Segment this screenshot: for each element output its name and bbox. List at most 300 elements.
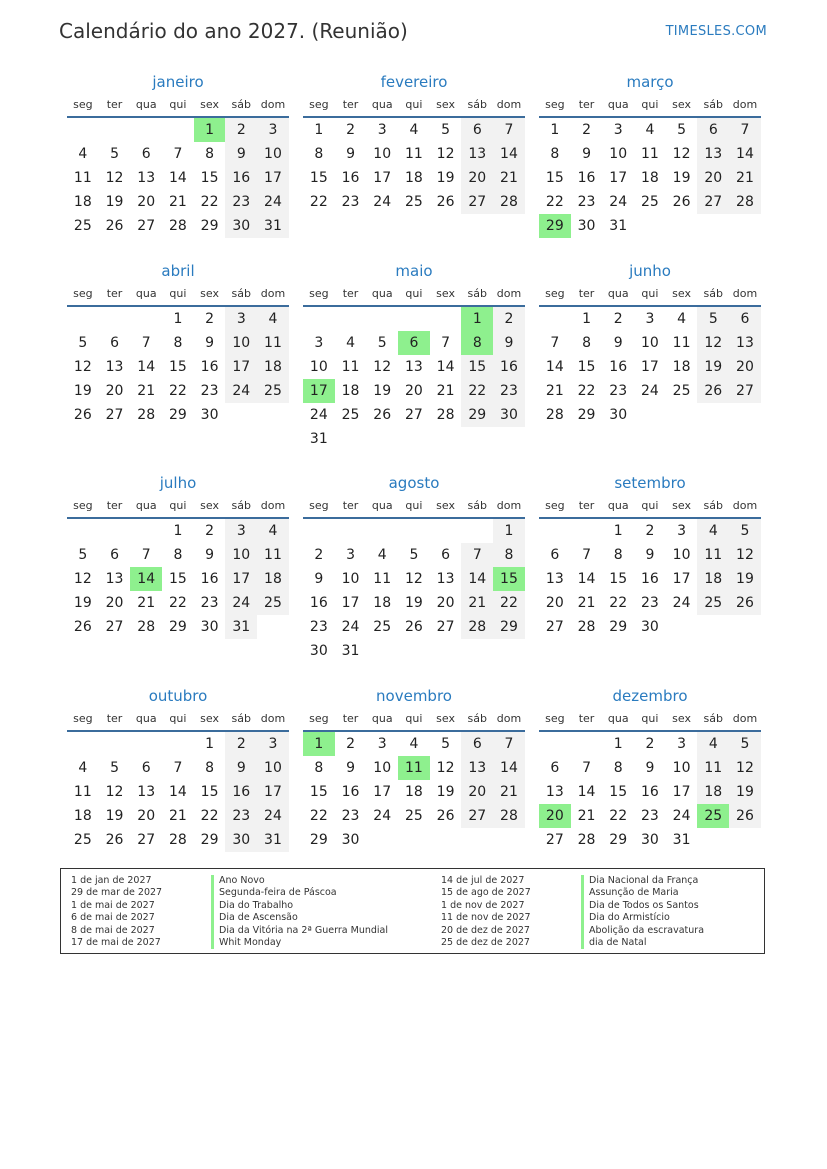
day-cell: 12 bbox=[105, 170, 124, 186]
day-cell: 18 bbox=[672, 359, 691, 375]
day-cell: 3 bbox=[314, 335, 324, 351]
empty-cell bbox=[335, 427, 367, 451]
day-cell: 3 bbox=[377, 122, 387, 138]
day-cell: 29 bbox=[168, 407, 187, 423]
day-cell: 10 bbox=[257, 756, 289, 780]
day-cell: 30 bbox=[609, 407, 628, 423]
day-cell: 8 bbox=[613, 760, 623, 776]
day-cell: 7 bbox=[141, 335, 151, 351]
day-cell: 30 bbox=[577, 218, 596, 234]
day-cell: 21 bbox=[461, 591, 493, 615]
day-cell: 20 bbox=[729, 355, 761, 379]
day-cell: 17 bbox=[672, 784, 691, 800]
day-grid bbox=[67, 519, 289, 639]
day-cell: 2 bbox=[645, 736, 655, 752]
weekday-header bbox=[67, 281, 289, 307]
day-cell: 1 bbox=[582, 311, 591, 327]
day-cell: 22 bbox=[493, 591, 525, 615]
day-cell: 16 bbox=[609, 359, 628, 375]
day-cell: 20 bbox=[137, 808, 156, 824]
day-cell: 7 bbox=[141, 547, 151, 563]
day-cell: 10 bbox=[225, 331, 257, 355]
day-cell: 3 bbox=[677, 523, 687, 539]
day-cell: 27 bbox=[461, 804, 493, 828]
day-cell: 9 bbox=[205, 335, 215, 351]
day-cell: 17 bbox=[672, 571, 691, 587]
weekday-label: qua bbox=[607, 498, 629, 512]
weekday-label: seg bbox=[73, 711, 93, 725]
day-cell: 11 bbox=[697, 756, 729, 780]
day-cell: 17 bbox=[225, 355, 257, 379]
holiday-dates-right bbox=[441, 875, 531, 949]
day-cell: 27 bbox=[545, 832, 564, 848]
holiday-day-cell: 29 bbox=[539, 214, 571, 238]
empty-cell bbox=[366, 307, 398, 331]
day-cell: 3 bbox=[613, 122, 623, 138]
weekday-label: qua bbox=[135, 711, 157, 725]
holiday-name: Dia do Trabalho bbox=[219, 899, 294, 911]
day-grid bbox=[303, 307, 525, 451]
holiday-name: Dia do Armistício bbox=[589, 912, 670, 924]
day-cell: 29 bbox=[461, 403, 493, 427]
weekday-label: sáb bbox=[703, 97, 724, 111]
month-janeiro bbox=[67, 72, 289, 238]
holiday-name: dia de Natal bbox=[589, 937, 647, 949]
weekday-label: sex bbox=[672, 711, 691, 725]
empty-cell bbox=[366, 828, 398, 852]
day-cell: 24 bbox=[225, 379, 257, 403]
day-cell: 2 bbox=[613, 311, 623, 327]
day-cell: 17 bbox=[373, 784, 392, 800]
weekday-label: ter bbox=[106, 97, 123, 111]
holiday-day-cell: 1 bbox=[461, 307, 493, 331]
holiday-day-cell: 6 bbox=[398, 331, 430, 355]
month-julho bbox=[67, 473, 289, 639]
day-grid bbox=[303, 519, 525, 663]
holiday-day-cell: 15 bbox=[493, 567, 525, 591]
day-cell: 17 bbox=[257, 166, 289, 190]
day-cell: 8 bbox=[173, 335, 183, 351]
empty-cell bbox=[539, 519, 571, 543]
day-cell: 4 bbox=[257, 519, 289, 543]
empty-cell bbox=[366, 639, 398, 663]
day-cell: 1 bbox=[173, 311, 183, 327]
day-cell: 13 bbox=[729, 331, 761, 355]
day-cell: 25 bbox=[672, 383, 691, 399]
day-cell: 24 bbox=[672, 595, 691, 611]
day-cell: 7 bbox=[173, 760, 183, 776]
day-cell: 19 bbox=[73, 595, 92, 611]
day-cell: 26 bbox=[729, 804, 761, 828]
day-cell: 9 bbox=[613, 335, 623, 351]
day-cell: 5 bbox=[78, 547, 88, 563]
day-cell: 26 bbox=[697, 379, 729, 403]
day-cell: 29 bbox=[200, 218, 219, 234]
day-cell: 13 bbox=[137, 170, 156, 186]
weekday-label: ter bbox=[578, 498, 595, 512]
day-cell: 10 bbox=[609, 146, 628, 162]
month-name: outubro bbox=[148, 687, 208, 705]
weekday-label: qua bbox=[371, 97, 393, 111]
day-cell: 28 bbox=[545, 407, 564, 423]
day-grid bbox=[67, 732, 289, 852]
weekday-label: seg bbox=[545, 498, 565, 512]
day-cell: 22 bbox=[168, 383, 187, 399]
day-cell: 28 bbox=[436, 407, 455, 423]
weekday-header bbox=[303, 493, 525, 519]
day-cell: 11 bbox=[73, 170, 92, 186]
day-cell: 23 bbox=[577, 194, 596, 210]
day-cell: 9 bbox=[493, 331, 525, 355]
holiday-day-cell: 14 bbox=[130, 567, 162, 591]
day-cell: 10 bbox=[257, 142, 289, 166]
month-novembro bbox=[303, 686, 525, 852]
day-cell: 13 bbox=[105, 359, 124, 375]
day-cell: 12 bbox=[373, 359, 392, 375]
empty-cell bbox=[130, 307, 162, 331]
day-cell: 9 bbox=[645, 547, 655, 563]
day-cell: 18 bbox=[341, 383, 360, 399]
day-cell: 1 bbox=[613, 523, 623, 539]
day-cell: 7 bbox=[550, 335, 560, 351]
weekday-label: qua bbox=[371, 711, 393, 725]
day-cell: 24 bbox=[309, 407, 328, 423]
day-cell: 19 bbox=[729, 567, 761, 591]
weekday-label: sex bbox=[200, 97, 219, 111]
month-dezembro bbox=[539, 686, 761, 852]
weekday-label: qui bbox=[641, 498, 659, 512]
day-cell: 21 bbox=[577, 595, 596, 611]
day-cell: 3 bbox=[677, 736, 687, 752]
empty-cell bbox=[430, 519, 462, 543]
day-cell: 12 bbox=[436, 146, 455, 162]
day-cell: 7 bbox=[461, 543, 493, 567]
day-cell: 15 bbox=[309, 170, 328, 186]
day-cell: 6 bbox=[461, 732, 493, 756]
day-cell: 25 bbox=[404, 808, 423, 824]
day-cell: 24 bbox=[257, 190, 289, 214]
day-cell: 28 bbox=[729, 190, 761, 214]
empty-cell bbox=[539, 307, 571, 331]
day-cell: 4 bbox=[78, 146, 88, 162]
weekday-label: dom bbox=[260, 711, 286, 725]
empty-cell bbox=[430, 639, 462, 663]
day-cell: 17 bbox=[257, 780, 289, 804]
day-cell: 20 bbox=[105, 595, 124, 611]
day-cell: 14 bbox=[577, 784, 596, 800]
day-cell: 5 bbox=[110, 146, 119, 162]
holiday-date: 15 de ago de 2027 bbox=[441, 887, 531, 899]
empty-cell bbox=[461, 519, 493, 543]
weekday-header bbox=[67, 493, 289, 519]
weekday-label: dom bbox=[732, 286, 758, 300]
day-cell: 30 bbox=[341, 832, 360, 848]
day-cell: 26 bbox=[729, 591, 761, 615]
weekday-label: sex bbox=[200, 498, 219, 512]
day-cell: 22 bbox=[200, 808, 219, 824]
day-cell: 11 bbox=[73, 784, 92, 800]
day-cell: 20 bbox=[545, 595, 564, 611]
day-cell: 10 bbox=[373, 146, 392, 162]
holiday-name: Assunção de Maria bbox=[589, 887, 679, 899]
day-cell: 2 bbox=[582, 122, 591, 138]
holiday-day-cell: 8 bbox=[461, 331, 493, 355]
day-cell: 5 bbox=[441, 736, 451, 752]
day-cell: 12 bbox=[404, 571, 423, 587]
day-cell: 19 bbox=[436, 784, 455, 800]
day-cell: 13 bbox=[137, 784, 156, 800]
weekday-label: sáb bbox=[231, 498, 252, 512]
month-name: novembro bbox=[376, 687, 452, 705]
day-cell: 9 bbox=[205, 547, 215, 563]
day-cell: 28 bbox=[577, 619, 596, 635]
empty-cell bbox=[398, 427, 430, 451]
day-grid bbox=[67, 307, 289, 427]
day-cell: 18 bbox=[697, 567, 729, 591]
day-cell: 16 bbox=[200, 359, 219, 375]
weekday-label: seg bbox=[309, 498, 329, 512]
weekday-label: qui bbox=[405, 711, 423, 725]
day-cell: 24 bbox=[225, 591, 257, 615]
day-cell: 15 bbox=[545, 170, 564, 186]
day-cell: 23 bbox=[640, 595, 659, 611]
day-grid bbox=[539, 732, 761, 852]
day-cell: 14 bbox=[545, 359, 564, 375]
weekday-label: sáb bbox=[467, 711, 488, 725]
day-cell: 9 bbox=[314, 571, 324, 587]
empty-cell bbox=[697, 828, 729, 852]
day-cell: 22 bbox=[309, 808, 328, 824]
holiday-day-cell: 20 bbox=[539, 804, 571, 828]
day-cell: 13 bbox=[105, 571, 124, 587]
day-cell: 27 bbox=[461, 190, 493, 214]
weekday-label: sex bbox=[436, 286, 455, 300]
day-cell: 31 bbox=[341, 643, 360, 659]
holiday-date: 25 de dez de 2027 bbox=[441, 937, 530, 949]
day-cell: 6 bbox=[550, 547, 560, 563]
holiday-name: Dia de Ascensão bbox=[219, 912, 298, 924]
day-cell: 20 bbox=[105, 383, 124, 399]
day-grid bbox=[539, 307, 761, 427]
month-março bbox=[539, 72, 761, 238]
day-cell: 30 bbox=[225, 828, 257, 852]
day-cell: 19 bbox=[697, 355, 729, 379]
day-cell: 15 bbox=[168, 359, 187, 375]
empty-cell bbox=[303, 307, 335, 331]
day-cell: 5 bbox=[78, 335, 88, 351]
day-cell: 13 bbox=[436, 571, 455, 587]
day-cell: 23 bbox=[225, 804, 257, 828]
empty-cell bbox=[130, 732, 162, 756]
day-cell: 8 bbox=[314, 760, 324, 776]
day-cell: 23 bbox=[225, 190, 257, 214]
day-cell: 11 bbox=[341, 359, 360, 375]
day-cell: 27 bbox=[697, 190, 729, 214]
day-cell: 21 bbox=[577, 808, 596, 824]
month-agosto bbox=[303, 473, 525, 663]
day-cell: 11 bbox=[640, 146, 659, 162]
day-cell: 24 bbox=[257, 804, 289, 828]
empty-cell bbox=[130, 118, 162, 142]
month-setembro bbox=[539, 473, 761, 639]
empty-cell bbox=[493, 828, 525, 852]
holiday-dates-left bbox=[71, 875, 162, 949]
day-cell: 3 bbox=[645, 311, 655, 327]
empty-cell bbox=[729, 403, 761, 427]
day-cell: 10 bbox=[225, 543, 257, 567]
day-cell: 15 bbox=[309, 784, 328, 800]
day-cell: 8 bbox=[613, 547, 623, 563]
holiday-date: 6 de mai de 2027 bbox=[71, 912, 155, 924]
empty-cell bbox=[571, 732, 603, 756]
day-cell: 28 bbox=[577, 832, 596, 848]
holiday-date: 1 de mai de 2027 bbox=[71, 899, 155, 911]
empty-cell bbox=[366, 427, 398, 451]
page-title: Calendário do ano 2027. (Reunião) bbox=[59, 19, 408, 43]
day-cell: 26 bbox=[105, 832, 124, 848]
day-cell: 27 bbox=[105, 407, 124, 423]
weekday-label: ter bbox=[106, 498, 123, 512]
day-cell: 4 bbox=[409, 736, 419, 752]
day-cell: 6 bbox=[550, 760, 560, 776]
day-cell: 21 bbox=[168, 194, 187, 210]
month-name: janeiro bbox=[152, 73, 204, 91]
brand-link[interactable]: TIMESLES.COM bbox=[665, 24, 767, 39]
day-cell: 19 bbox=[729, 780, 761, 804]
day-cell: 22 bbox=[309, 194, 328, 210]
month-name: maio bbox=[395, 262, 433, 280]
day-cell: 16 bbox=[640, 784, 659, 800]
weekday-label: dom bbox=[732, 498, 758, 512]
day-cell: 2 bbox=[346, 122, 355, 138]
day-cell: 11 bbox=[257, 331, 289, 355]
day-cell: 25 bbox=[697, 591, 729, 615]
weekday-label: qui bbox=[169, 97, 187, 111]
day-cell: 20 bbox=[137, 194, 156, 210]
day-cell: 7 bbox=[441, 335, 451, 351]
day-cell: 1 bbox=[173, 523, 183, 539]
holiday-date: 11 de nov de 2027 bbox=[441, 912, 531, 924]
weekday-label: ter bbox=[342, 286, 359, 300]
day-cell: 13 bbox=[545, 571, 564, 587]
day-cell: 7 bbox=[493, 732, 525, 756]
day-cell: 12 bbox=[436, 760, 455, 776]
day-cell: 20 bbox=[461, 780, 493, 804]
day-cell: 18 bbox=[257, 567, 289, 591]
day-cell: 20 bbox=[436, 595, 455, 611]
day-cell: 25 bbox=[73, 832, 92, 848]
weekday-label: sáb bbox=[703, 711, 724, 725]
weekday-label: qui bbox=[169, 286, 187, 300]
day-cell: 6 bbox=[141, 146, 151, 162]
empty-cell bbox=[335, 307, 367, 331]
empty-cell bbox=[666, 403, 698, 427]
day-cell: 18 bbox=[73, 194, 92, 210]
day-cell: 24 bbox=[609, 194, 628, 210]
day-cell: 31 bbox=[257, 828, 289, 852]
day-cell: 2 bbox=[493, 307, 525, 331]
weekday-label: dom bbox=[496, 97, 522, 111]
day-cell: 13 bbox=[697, 142, 729, 166]
empty-cell bbox=[225, 403, 257, 427]
empty-cell bbox=[67, 732, 99, 756]
weekday-label: dom bbox=[260, 286, 286, 300]
day-cell: 22 bbox=[577, 383, 596, 399]
day-cell: 25 bbox=[341, 407, 360, 423]
empty-cell bbox=[729, 615, 761, 639]
day-grid bbox=[67, 118, 289, 238]
weekday-label: sex bbox=[436, 97, 455, 111]
month-name: agosto bbox=[388, 474, 440, 492]
day-cell: 4 bbox=[697, 519, 729, 543]
empty-cell bbox=[539, 732, 571, 756]
month-name: março bbox=[626, 73, 674, 91]
day-cell: 22 bbox=[609, 808, 628, 824]
empty-cell bbox=[99, 307, 131, 331]
weekday-label: sáb bbox=[703, 498, 724, 512]
day-cell: 4 bbox=[697, 732, 729, 756]
day-cell: 14 bbox=[729, 142, 761, 166]
day-cell: 28 bbox=[493, 804, 525, 828]
weekday-label: ter bbox=[106, 286, 123, 300]
day-cell: 16 bbox=[577, 170, 596, 186]
day-cell: 21 bbox=[137, 383, 156, 399]
day-cell: 26 bbox=[672, 194, 691, 210]
day-cell: 24 bbox=[373, 808, 392, 824]
empty-cell bbox=[634, 403, 666, 427]
day-cell: 23 bbox=[341, 194, 360, 210]
holiday-name: Segunda-feira de Páscoa bbox=[219, 887, 337, 899]
weekday-label: seg bbox=[309, 711, 329, 725]
day-cell: 28 bbox=[168, 218, 187, 234]
day-cell: 12 bbox=[73, 359, 92, 375]
day-cell: 22 bbox=[545, 194, 564, 210]
day-cell: 15 bbox=[200, 784, 219, 800]
day-cell: 18 bbox=[404, 170, 423, 186]
day-cell: 10 bbox=[640, 335, 659, 351]
day-cell: 1 bbox=[314, 122, 324, 138]
weekday-header bbox=[303, 706, 525, 732]
holiday-name: Whit Monday bbox=[219, 937, 282, 949]
day-cell: 30 bbox=[200, 407, 219, 423]
day-cell: 5 bbox=[441, 122, 451, 138]
weekday-header bbox=[539, 493, 761, 519]
day-cell: 14 bbox=[461, 567, 493, 591]
day-cell: 16 bbox=[493, 355, 525, 379]
day-cell: 29 bbox=[609, 832, 628, 848]
day-cell: 31 bbox=[609, 218, 628, 234]
day-cell: 11 bbox=[257, 543, 289, 567]
day-cell: 16 bbox=[200, 571, 219, 587]
weekday-label: qui bbox=[641, 97, 659, 111]
day-cell: 19 bbox=[404, 595, 423, 611]
day-cell: 1 bbox=[550, 122, 560, 138]
day-cell: 29 bbox=[168, 619, 187, 635]
day-cell: 6 bbox=[461, 118, 493, 142]
day-cell: 19 bbox=[672, 170, 691, 186]
empty-cell bbox=[729, 214, 761, 238]
weekday-label: qua bbox=[135, 97, 157, 111]
day-cell: 24 bbox=[373, 194, 392, 210]
day-cell: 24 bbox=[672, 808, 691, 824]
weekday-label: ter bbox=[342, 498, 359, 512]
day-cell: 2 bbox=[225, 118, 257, 142]
weekday-label: qui bbox=[169, 711, 187, 725]
holiday-name: Dia Nacional da França bbox=[589, 875, 699, 886]
day-cell: 29 bbox=[577, 407, 596, 423]
day-cell: 29 bbox=[200, 832, 219, 848]
day-cell: 8 bbox=[205, 760, 215, 776]
